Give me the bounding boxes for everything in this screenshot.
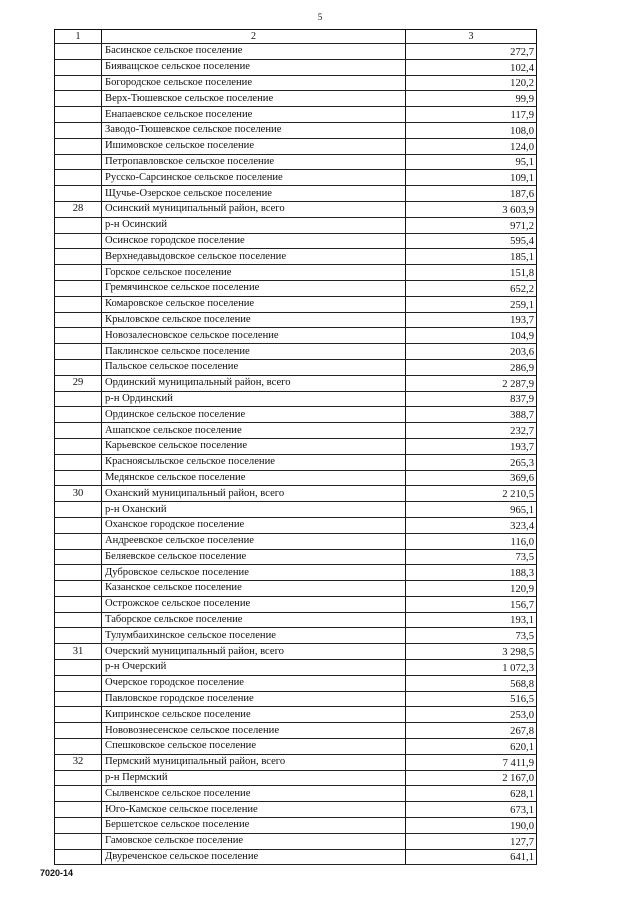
row-name: Русско-Сарсинское сельское поселение — [102, 170, 406, 186]
row-name: р-н Пермский — [102, 770, 406, 786]
row-name: Бияващское сельское поселение — [102, 59, 406, 75]
table-row — [55, 265, 537, 281]
table-row — [55, 675, 537, 691]
row-value: 124,0 — [406, 138, 537, 154]
table-row — [55, 75, 537, 91]
row-value: 193,1 — [406, 612, 537, 628]
row-name: Спешковское сельское поселение — [102, 739, 406, 755]
row-name: Паклинское сельское поселение — [102, 344, 406, 360]
row-name: Комаровское сельское поселение — [102, 296, 406, 312]
row-number — [55, 186, 102, 202]
row-value: 272,7 — [406, 44, 537, 60]
row-number — [55, 122, 102, 138]
table-row — [55, 233, 537, 249]
row-value: 641,1 — [406, 849, 537, 865]
row-value: 120,2 — [406, 75, 537, 91]
row-value: 156,7 — [406, 596, 537, 612]
table-row — [55, 296, 537, 312]
row-number: 28 — [55, 201, 102, 217]
table-row — [55, 91, 537, 107]
row-number: 29 — [55, 375, 102, 391]
row-value: 516,5 — [406, 691, 537, 707]
row-name: Басинское сельское поселение — [102, 44, 406, 60]
row-number — [55, 770, 102, 786]
row-number — [55, 628, 102, 644]
row-name: Андреевское сельское поселение — [102, 533, 406, 549]
table-row — [55, 280, 537, 296]
row-number — [55, 312, 102, 328]
row-value: 2 210,5 — [406, 486, 537, 502]
row-name: Таборское сельское поселение — [102, 612, 406, 628]
row-number — [55, 517, 102, 533]
table-row — [55, 122, 537, 138]
row-name: Карьевское сельское поселение — [102, 438, 406, 454]
row-number — [55, 75, 102, 91]
table-row — [55, 549, 537, 565]
row-name: Оханское городское поселение — [102, 517, 406, 533]
row-name: р-н Ординский — [102, 391, 406, 407]
row-name: Кипринское сельское поселение — [102, 707, 406, 723]
table-row — [55, 470, 537, 486]
row-name: Енапаевское сельское поселение — [102, 107, 406, 123]
row-name: Богородское сельское поселение — [102, 75, 406, 91]
row-value: 323,4 — [406, 517, 537, 533]
row-value: 117,9 — [406, 107, 537, 123]
table-row — [55, 707, 537, 723]
row-number — [55, 596, 102, 612]
table-row — [55, 581, 537, 597]
table-row — [55, 44, 537, 60]
row-name: Беляевское сельское поселение — [102, 549, 406, 565]
row-number — [55, 849, 102, 865]
row-number — [55, 660, 102, 676]
row-number — [55, 818, 102, 834]
row-value: 652,2 — [406, 280, 537, 296]
table-row — [55, 438, 537, 454]
row-value: 2 287,9 — [406, 375, 537, 391]
row-name: Тулумбаихинское сельское поселение — [102, 628, 406, 644]
row-value: 127,7 — [406, 833, 537, 849]
row-number — [55, 154, 102, 170]
row-name: Казанское сельское поселение — [102, 581, 406, 597]
row-number — [55, 91, 102, 107]
table-row — [55, 596, 537, 612]
table-row — [55, 818, 537, 834]
row-name: Осинское городское поселение — [102, 233, 406, 249]
table-row — [55, 517, 537, 533]
table-row — [55, 691, 537, 707]
row-value: 971,2 — [406, 217, 537, 233]
table-row — [55, 201, 537, 217]
row-name: Сылвенское сельское поселение — [102, 786, 406, 802]
table-row — [55, 454, 537, 470]
table-row — [55, 565, 537, 581]
row-name: Верхнедавыдовское сельское поселение — [102, 249, 406, 265]
row-value: 837,9 — [406, 391, 537, 407]
row-value: 628,1 — [406, 786, 537, 802]
row-number — [55, 59, 102, 75]
row-value: 203,6 — [406, 344, 537, 360]
row-number — [55, 723, 102, 739]
row-number — [55, 265, 102, 281]
row-value: 3 298,5 — [406, 644, 537, 660]
page-number: 5 — [317, 12, 323, 22]
row-name: Двуреченское сельское поселение — [102, 849, 406, 865]
row-name: Оханский муниципальный район, всего — [102, 486, 406, 502]
row-value: 190,0 — [406, 818, 537, 834]
table-row — [55, 644, 537, 660]
row-value: 151,8 — [406, 265, 537, 281]
table-row — [55, 344, 537, 360]
row-name: Пермский муниципальный район, всего — [102, 754, 406, 770]
table-row — [55, 312, 537, 328]
table-row — [55, 612, 537, 628]
row-value: 120,9 — [406, 581, 537, 597]
row-value: 187,6 — [406, 186, 537, 202]
table-row — [55, 138, 537, 154]
row-number — [55, 217, 102, 233]
row-value: 102,4 — [406, 59, 537, 75]
row-value: 108,0 — [406, 122, 537, 138]
row-name: Заводо-Тюшевское сельское поселение — [102, 122, 406, 138]
row-value: 185,1 — [406, 249, 537, 265]
table-row — [55, 59, 537, 75]
row-value: 595,4 — [406, 233, 537, 249]
row-number — [55, 328, 102, 344]
row-name: Дубровское сельское поселение — [102, 565, 406, 581]
row-name: р-н Осинский — [102, 217, 406, 233]
table-row — [55, 186, 537, 202]
table-row — [55, 660, 537, 676]
row-value: 188,3 — [406, 565, 537, 581]
row-number — [55, 107, 102, 123]
table-row — [55, 107, 537, 123]
table-row — [55, 154, 537, 170]
row-value: 116,0 — [406, 533, 537, 549]
row-number — [55, 249, 102, 265]
document-code: 7020-14 — [40, 868, 74, 878]
row-number — [55, 786, 102, 802]
row-value: 267,8 — [406, 723, 537, 739]
row-number — [55, 391, 102, 407]
row-number — [55, 454, 102, 470]
row-value: 965,1 — [406, 502, 537, 518]
table-row — [55, 217, 537, 233]
row-name: Осинский муниципальный район, всего — [102, 201, 406, 217]
row-number — [55, 691, 102, 707]
row-number — [55, 296, 102, 312]
table-row — [55, 328, 537, 344]
row-value: 7 411,9 — [406, 754, 537, 770]
table-row — [55, 533, 537, 549]
row-number — [55, 438, 102, 454]
row-name: р-н Оханский — [102, 502, 406, 518]
row-value: 104,9 — [406, 328, 537, 344]
table-row — [55, 739, 537, 755]
row-name: р-н Очерский — [102, 660, 406, 676]
row-value: 95,1 — [406, 154, 537, 170]
header-number: 1 — [55, 30, 102, 44]
row-number — [55, 423, 102, 439]
row-number — [55, 565, 102, 581]
header-value: 3 — [406, 30, 537, 44]
table-row — [55, 423, 537, 439]
row-name: Ординский муниципальный район, всего — [102, 375, 406, 391]
table-row — [55, 786, 537, 802]
row-name: Гамовское сельское поселение — [102, 833, 406, 849]
row-number — [55, 280, 102, 296]
table-row — [55, 486, 537, 502]
row-name: Ашапское сельское поселение — [102, 423, 406, 439]
row-value: 265,3 — [406, 454, 537, 470]
row-number — [55, 470, 102, 486]
row-number — [55, 675, 102, 691]
budget-table — [54, 29, 537, 865]
row-name: Крыловское сельское поселение — [102, 312, 406, 328]
row-name: Петропавловское сельское поселение — [102, 154, 406, 170]
row-number — [55, 44, 102, 60]
table-row — [55, 723, 537, 739]
row-number — [55, 359, 102, 375]
table-row — [55, 802, 537, 818]
row-name: Очерский муниципальный район, всего — [102, 644, 406, 660]
row-value: 2 167,0 — [406, 770, 537, 786]
row-value: 259,1 — [406, 296, 537, 312]
row-number — [55, 549, 102, 565]
table-body — [55, 44, 537, 865]
table-header-row — [55, 30, 537, 44]
row-number — [55, 170, 102, 186]
row-number — [55, 707, 102, 723]
row-name: Очерское городское поселение — [102, 675, 406, 691]
table-row — [55, 391, 537, 407]
row-name: Горское сельское поселение — [102, 265, 406, 281]
row-name: Павловское городское поселение — [102, 691, 406, 707]
row-number — [55, 612, 102, 628]
row-value: 620,1 — [406, 739, 537, 755]
table-row — [55, 407, 537, 423]
row-value: 568,8 — [406, 675, 537, 691]
row-value: 673,1 — [406, 802, 537, 818]
row-value: 232,7 — [406, 423, 537, 439]
header-name: 2 — [102, 30, 406, 44]
row-value: 286,9 — [406, 359, 537, 375]
row-value: 369,6 — [406, 470, 537, 486]
row-number — [55, 581, 102, 597]
row-name: Медянское сельское поселение — [102, 470, 406, 486]
row-number: 31 — [55, 644, 102, 660]
row-value: 73,5 — [406, 628, 537, 644]
row-name: Верх-Тюшевское сельское поселение — [102, 91, 406, 107]
row-value: 109,1 — [406, 170, 537, 186]
row-name: Острожское сельское поселение — [102, 596, 406, 612]
row-number — [55, 533, 102, 549]
row-name: Ординское сельское поселение — [102, 407, 406, 423]
row-number — [55, 802, 102, 818]
row-number — [55, 833, 102, 849]
table-row — [55, 849, 537, 865]
table-row — [55, 375, 537, 391]
row-number — [55, 233, 102, 249]
row-name: Бершетское сельское поселение — [102, 818, 406, 834]
row-value: 99,9 — [406, 91, 537, 107]
row-name: Красноясыльское сельское поселение — [102, 454, 406, 470]
row-number: 30 — [55, 486, 102, 502]
row-name: Юго-Камское сельское поселение — [102, 802, 406, 818]
row-number — [55, 344, 102, 360]
row-value: 388,7 — [406, 407, 537, 423]
row-name: Пальское сельское поселение — [102, 359, 406, 375]
table-row — [55, 170, 537, 186]
row-number — [55, 138, 102, 154]
row-number — [55, 502, 102, 518]
row-value: 1 072,3 — [406, 660, 537, 676]
row-value: 73,5 — [406, 549, 537, 565]
table-row — [55, 249, 537, 265]
row-name: Щучье-Озерское сельское поселение — [102, 186, 406, 202]
table-row — [55, 770, 537, 786]
row-number: 32 — [55, 754, 102, 770]
table-row — [55, 754, 537, 770]
row-value: 253,0 — [406, 707, 537, 723]
row-name: Новозалесновское сельское поселение — [102, 328, 406, 344]
table-row — [55, 502, 537, 518]
row-value: 193,7 — [406, 438, 537, 454]
row-name: Нововознесенское сельское поселение — [102, 723, 406, 739]
row-number — [55, 407, 102, 423]
row-name: Ишимовское сельское поселение — [102, 138, 406, 154]
row-value: 193,7 — [406, 312, 537, 328]
table-row — [55, 359, 537, 375]
table-row — [55, 628, 537, 644]
row-value: 3 603,9 — [406, 201, 537, 217]
row-name: Гремячинское сельское поселение — [102, 280, 406, 296]
table-row — [55, 833, 537, 849]
row-number — [55, 739, 102, 755]
